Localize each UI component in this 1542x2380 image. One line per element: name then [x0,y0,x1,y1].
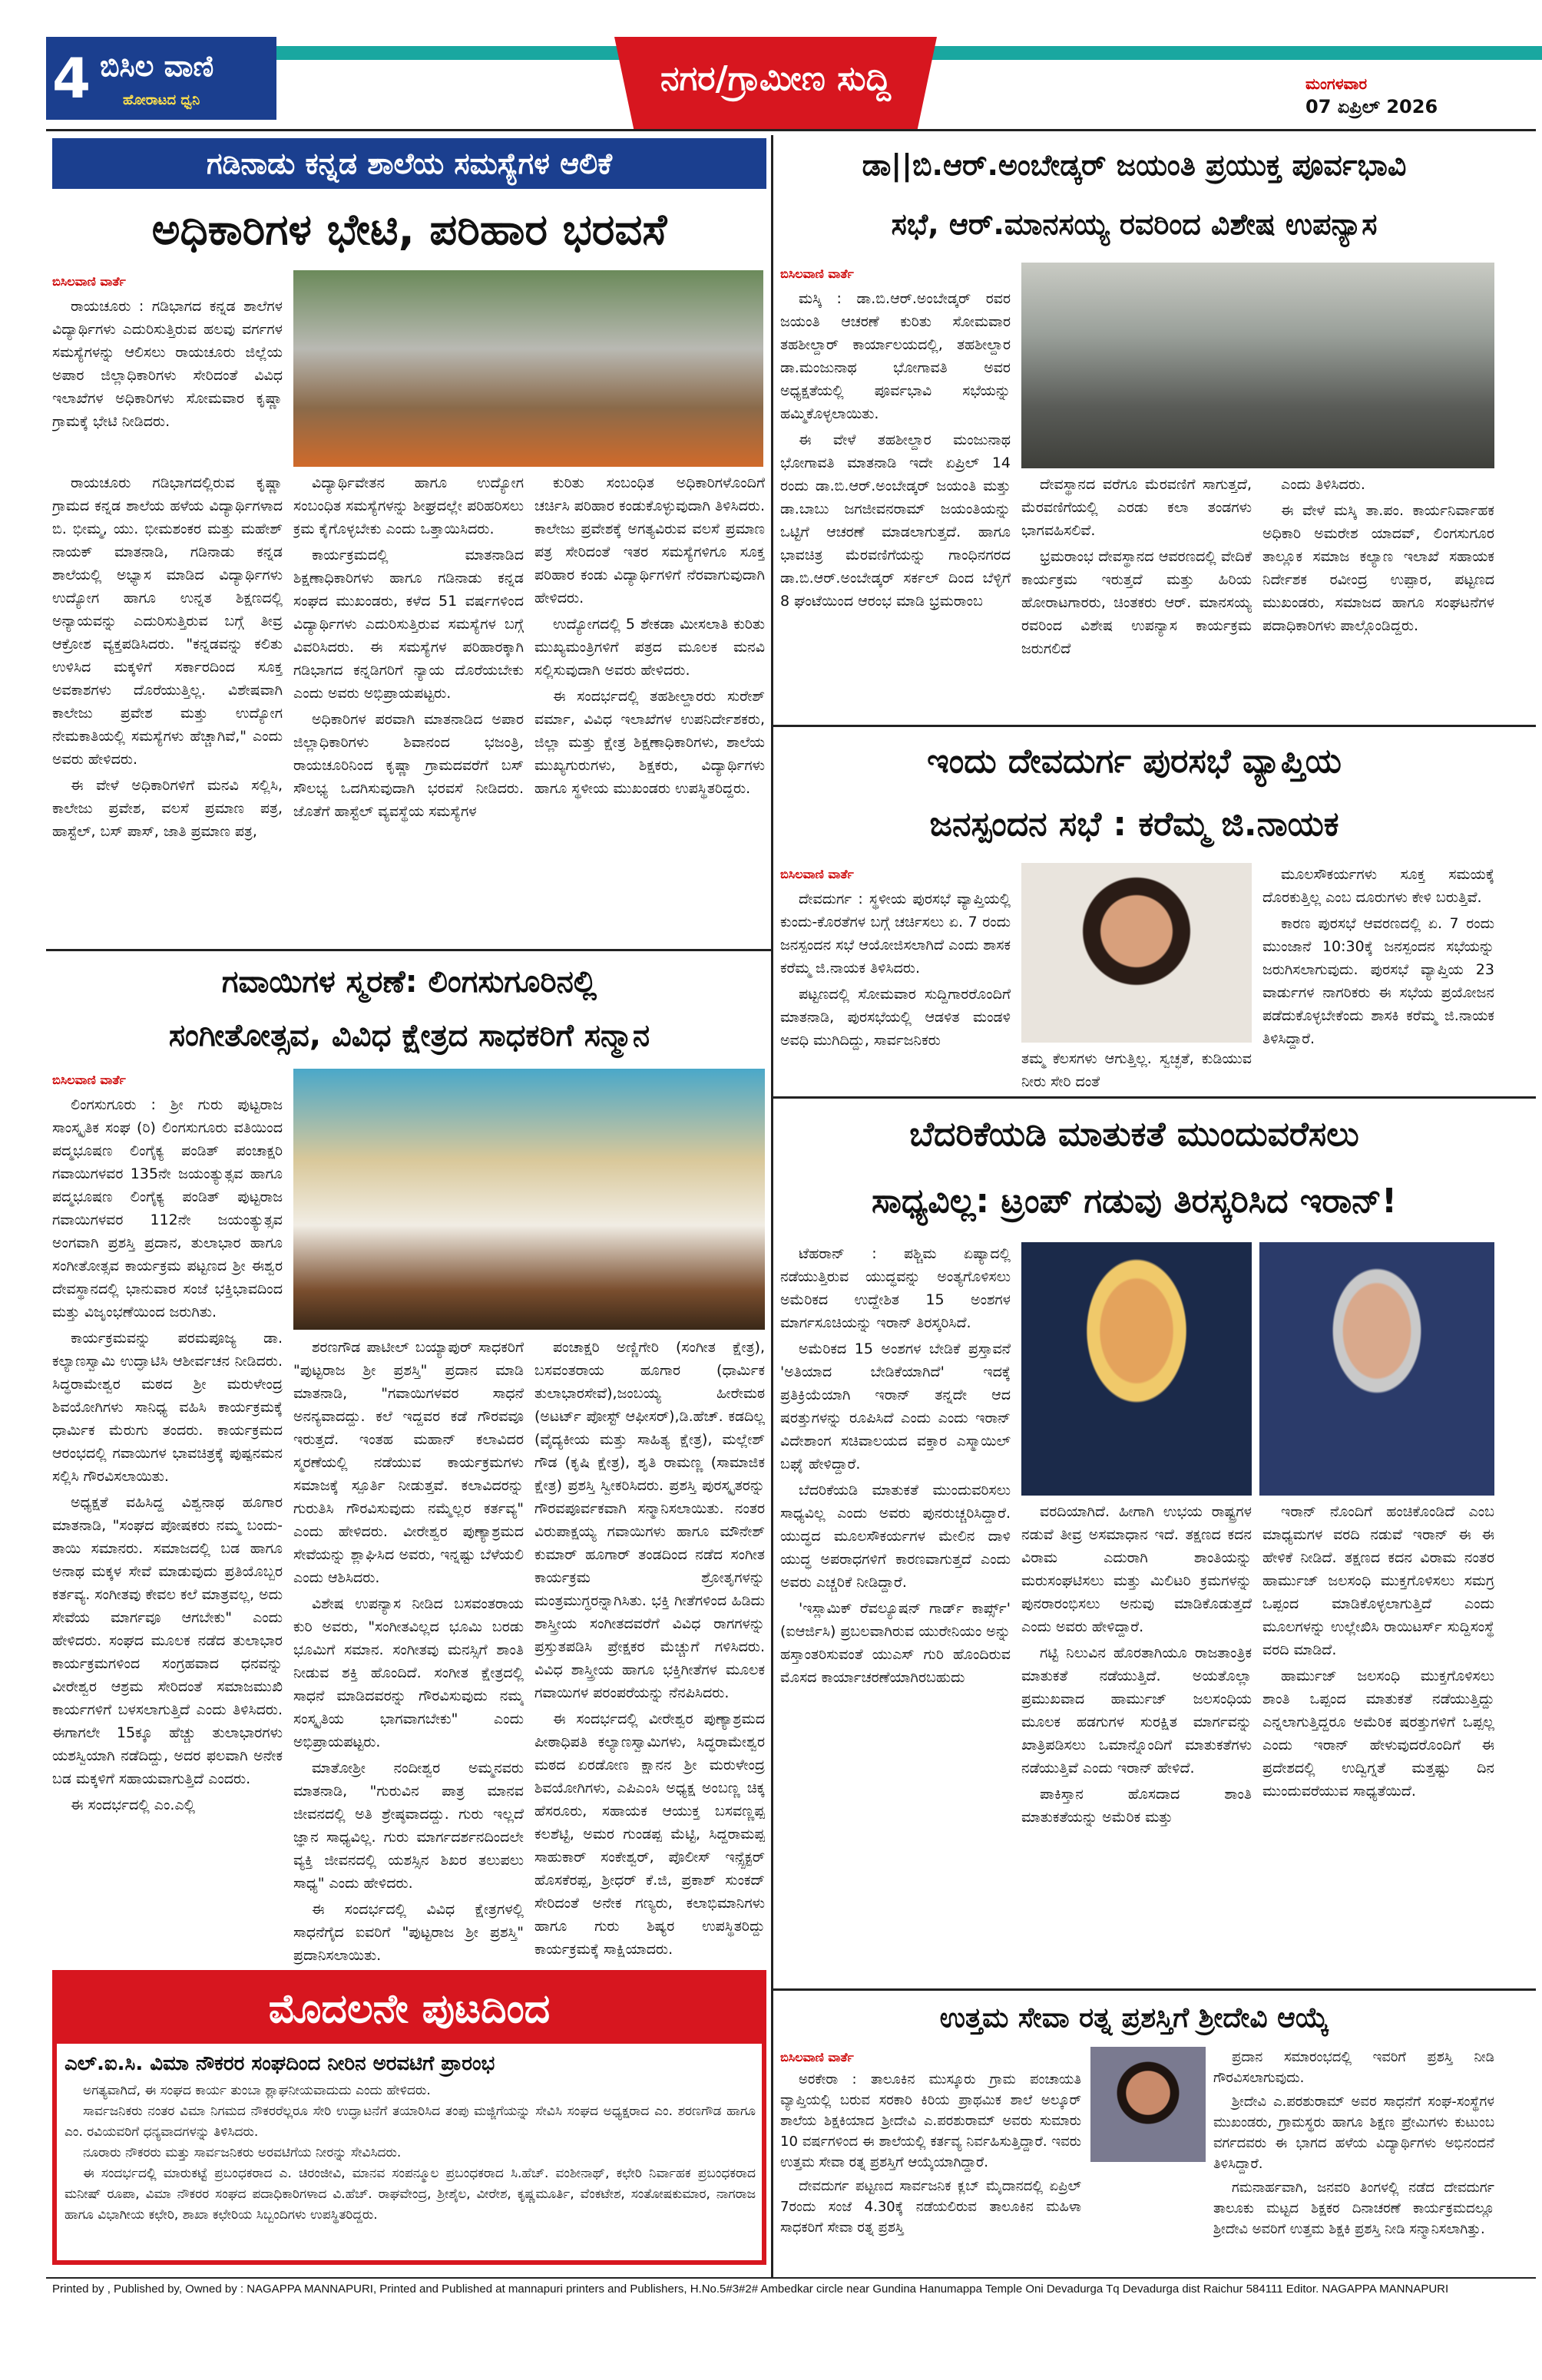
masthead-rule [46,129,1536,131]
article4-headline-line2: ಸಂಗೀತೋತ್ಸವ, ವಿವಿಧ ಕ್ಷೇತ್ರದ ಸಾಧಕರಿಗೆ ಸನ್ಮಾನ [168,1018,650,1053]
article6-portrait [1090,2047,1206,2162]
article5-col1 [780,1242,1011,1987]
article3-col2 [1262,863,1494,1096]
article1-paragraph: ರಾಯಚೂರು : ಗಡಿಭಾಗದ ಕನ್ನಡ ಶಾಲೆಗಳ ವಿದ್ಯಾರ್ಥಿಗಳು ಎದುರಿಸುತ್ತಿರುವ ಹಲವು ವರ್ಗಗಳ ಸಮಸ್ಯೆಗಳನ್ನು ಆಲಿಸಲು ರಾಯಚೂರು ಜಿಲ್ಲೆಯ ಅಪಾರ ಜಿಲ್ಲಾಧಿಕಾರಿಗಳು ಸೇರಿದಂತೆ ವಿವಿಧ ಇಲಾಖೆಗಳ ಅಧಿಕಾರಿಗಳು ಸೋಮವಾರ ಕೃಷ್ಣಾ ಗ್ರಾಮಕ್ಕೆ ಭೇಟಿ ನೀಡಿದರು. [52,298,283,430]
article5-paragraph: ಗಟ್ಟಿ ನಿಲುವಿನ ಹೊರತಾಗಿಯೂ ರಾಜತಾಂತ್ರಿಕ ಮಾತುಕತೆ ನಡೆಯುತ್ತಿದೆ. ಅಯತೊಲ್ಲಾ ಪ್ರಮುಖವಾದ ಹಾರ್ಮುಜ್ ಜಲಸಂಧಿಯ ಮೂಲಕ ಹಡಗುಗಳ ಸುರಕ್ಷಿತ ಮಾರ್ಗವನ್ನು ಖಾತ್ರಿಪಡಿಸಲು ಒಮಾನ್ನೊಂದಿಗೆ ಮಾತುಕತೆಗಳು ನಡೆಯುತ್ತಿವೆ ಎಂದು ಇರಾನ್ ಹೇಳಿದೆ. [1021,1645,1252,1777]
article6-col2 [1213,2047,1494,2266]
article1-paragraph: ಅಧಿಕಾರಿಗಳ ಪರವಾಗಿ ಮಾತನಾಡಿದ ಅಪಾರ ಜಿಲ್ಲಾಧಿಕಾರಿಗಳು ಶಿವಾನಂದ ಭಜಂತ್ರಿ, ರಾಯಚೂರಿನಿಂದ ಕೃಷ್ಣಾ ಗ್ರಾಮದವರೆಗೆ ಬಸ್ ಸೌಲಭ್ಯ ಒದಗಿಸುವುದಾಗಿ ಭರವಸೆ ನೀಡಿದರು. ಜೊತೆಗೆ ಹಾಸ್ಟೆಲ್ ವ್ಯವಸ್ಥೆಯ ಸಮಸ್ಯೆಗಳ [293,711,524,820]
front-page-box-paragraph: ಸಾರ್ವಜನಿಕರು ನಂತರ ವಿಮಾ ನಿಗಮದ ನೌಕರರೆಲ್ಲರೂ ಸೇರಿ ಉದ್ಘಾಟನೆಗೆ ತಯಾರಿಸಿದ ತಂಪು ಮಜ್ಜಿಗೆಯನ್ನು ಸೇವಿಸಿ ಸಂಘದ ಅಧ್ಯಕ್ಷರಾದ ಎಂ. ಶರಣಗೌಡ ಹಾಗೂ ಎಂ. ರವಿಯವರಿಗೆ ಧನ್ಯವಾದಗಳನ್ನು ತಿಳಿಸಿದರು. [65,2104,756,2140]
paper-name: ಬಿಸಿಲ ವಾಣಿ [100,49,214,83]
day-label: ಮಂಗಳವಾರ [1305,74,1368,93]
article1-photo [293,270,763,467]
article3-col1 [780,863,1011,1096]
article1-paragraph: ವಿದ್ಯಾರ್ಥಿವೇತನ ಹಾಗೂ ಉದ್ಯೋಗ ಸಂಬಂಧಿತ ಸಮಸ್ಯೆಗಳನ್ನು ಶೀಘ್ರದಲ್ಲೇ ಪರಿಹರಿಸಲು ಕ್ರಮ ಕೈಗೊಳ್ಳಬೇಕು ಎಂದು ಒತ್ತಾಯಿಸಿದರು. [293,474,524,537]
article5-paragraph: 'ಇಸ್ಲಾಮಿಕ್ ರೆವಲ್ಯೂಷನ್ ಗಾರ್ಡ್ ಕಾರ್ಪ್ಸ್' (ಐಆರ್ಜಿಸಿ) ಪ್ರಬಲವಾಗಿರುವ ಯುರೇನಿಯಂ ಅನ್ನು ಹಸ್ತಾಂತರಿಸುವಂತೆ ಯುಎಸ್ ಗುರಿ ಹೊಂದಿರುವ ಮೊಸದ ಕಾರ್ಯಾಚರಣೆಯಾಗಿರಬಹುದು [780,1600,1011,1686]
article3-paragraph: ಕಾರಣ ಪುರಸಭೆ ಆವರಣದಲ್ಲಿ ಏ. 7 ರಂದು ಮುಂಜಾನೆ 10:30ಕ್ಕೆ ಜನಸ್ಪಂದನ ಸಭೆಯನ್ನು ಜರುಗಿಸಲಾಗುವುದು. ಪುರಸಭೆ ವ್ಯಾಪ್ತಿಯ 23 ವಾರ್ಡುಗಳ ನಾಗರಿಕರು ಈ ಸಭೆಯ ಪ್ರಯೋಜನ ಪಡೆದುಕೊಳ್ಳಬೇಕೆಂದು ಶಾಸಕಿ ಕರೆಮ್ಮ ಜಿ.ನಾಯಕ ತಿಳಿಸಿದ್ದಾರೆ. [1262,915,1494,1047]
article2-headline-line1: ಡಾ||ಬಿ.ಆರ್.ಅಂಬೇಡ್ಕರ್ ಜಯಂತಿ ಪ್ರಯುಕ್ತ ಪೂರ್ವಭಾವಿ [862,148,1407,182]
article6-col1 [780,2047,1081,2266]
article5-paragraph: ಅಮೆರಿಕದ 15 ಅಂಶಗಳ ಬೇಡಿಕೆ ಪ್ರಸ್ತಾವನೆ 'ಅತಿಯಾದ ಬೇಡಿಕೆಯಾಗಿದೆ' ಇದಕ್ಕೆ ಪ್ರತಿಕ್ರಿಯೆಯಾಗಿ ಇರಾನ್ ತನ್ನದೇ ಆದ ಷರತ್ತುಗಳನ್ನು ರೂಪಿಸಿದೆ ಎಂದು ಎಂದು ಇರಾನ್ ವಿದೇಶಾಂಗ ಸಚಿವಾಲಯದ ವಕ್ತಾರ ಎಸ್ಮಾಯಿಲ್ ಬಘೈ ಹೇಳಿದ್ದಾರೆ. [780,1340,1011,1473]
article5-col3 [1262,1500,1494,1987]
article4-paragraph: ಲಿಂಗಸುಗೂರು : ಶ್ರೀ ಗುರು ಪುಟ್ಟರಾಜ ಸಾಂಸ್ಕೃತಿಕ ಸಂಘ (ರಿ) ಲಿಂಗಸುಗೂರು ವತಿಯಿಂದ ಪದ್ಮಭೂಷಣ ಲಿಂಗೈಕ್ಯ ಪಂಡಿತ್ ಪಂಚಾಕ್ಷರಿ ಗವಾಯಿಗಳವರ 135ನೇ ಜಯಂತ್ಯುತ್ಸವ ಹಾಗೂ ಪದ್ಮಭೂಷಣ ಲಿಂಗೈಕ್ಯ ಪಂಡಿತ್ ಪುಟ್ಟರಾಜ ಗವಾಯಿಗಳವರ 112ನೇ ಜಯಂತ್ಯುತ್ಸವ ಅಂಗವಾಗಿ ಪ್ರಶಸ್ತಿ ಪ್ರದಾನ, ತುಲಾಭಾರ ಹಾಗೂ ಸಂಗೀತೋತ್ಸವ ಕಾರ್ಯಕ್ರಮ ಪಟ್ಟಣದ ಶ್ರೀ ಈಶ್ವರ ದೇವಸ್ಥಾನದಲ್ಲಿ ಭಾನುವಾರ ಸಂಜೆ ಭಕ್ತಿಭಾವದಿಂದ ಮತ್ತು ವಿಜೃಂಭಣೆಯಿಂದ ಜರುಗಿತು. [52,1096,283,1321]
article2-col1 [780,263,1011,725]
article2-headline-line2: ಸಭೆ, ಆರ್.ಮಾನಸಯ್ಯ ರವರಿಂದ ವಿಶೇಷ ಉಪನ್ಯಾಸ [891,207,1378,241]
article6-paragraph: ಅರಕೇರಾ : ತಾಲೂಕಿನ ಮುಸ್ಕೂರು ಗ್ರಾಮ ಪಂಚಾಯತಿ ವ್ಯಾಪ್ತಿಯಲ್ಲಿ ಬರುವ ಸರಕಾರಿ ಕಿರಿಯ ಪ್ರಾಥಮಿಕ ಶಾಲೆ ಅಲ್ಕೂರ್ ಶಾಲೆಯ ಶಿಕ್ಷಕಿಯಾದ ಶ್ರೀದೇವಿ ಎ.ಪರಶುರಾಮ್ ಅವರು ಸುಮಾರು 10 ವರ್ಷಗಳಿಂದ ಈ ಶಾಲೆಯಲ್ಲಿ ಕರ್ತವ್ಯ ನಿರ್ವಹಿಸುತ್ತಿದ್ದಾರೆ. ಇವರು ಉತ್ತಮ ಸೇವಾ ರತ್ನ ಪ್ರಶಸ್ತಿಗೆ ಆಯ್ಕೆಯಾಗಿದ್ದಾರೆ. [780,2071,1081,2170]
article1-paragraph: ಕುರಿತು ಸಂಬಂಧಿತ ಅಧಿಕಾರಿಗಳೊಂದಿಗೆ ಚರ್ಚಿಸಿ ಪರಿಹಾರ ಕಂಡುಕೊಳ್ಳುವುದಾಗಿ ತಿಳಿಸಿದರು. ಕಾಲೇಜು ಪ್ರವೇಶಕ್ಕೆ ಅಗತ್ಯವಿರುವ ವಲಸೆ ಪ್ರಮಾಣ ಪತ್ರ ಸೇರಿದಂತೆ ಇತರ ಸಮಸ್ಯೆಗಳಿಗೂ ಸೂಕ್ತ ಪರಿಹಾರ ಕಂಡು ವಿದ್ಯಾರ್ಥಿಗಳಿಗೆ ನೆರವಾಗುವುದಾಗಿ ಹೇಳಿದರು. [534,474,765,607]
article5-paragraph: ಬೆದರಿಕೆಯಡಿ ಮಾತುಕತೆ ಮುಂದುವರಿಸಲು ಸಾಧ್ಯವಿಲ್ಲ ಎಂದು ಅವರು ಪುನರುಚ್ಚರಿಸಿದ್ದಾರೆ. ಯುದ್ಧದ ಮೂಲಸೌಕರ್ಯಗಳ ಮೇಲಿನ ದಾಳಿ ಯುದ್ಧ ಅಪರಾಧಗಳಿಗೆ ಕಾರಣವಾಗುತ್ತದೆ ಎಂದು ಅವರು ಎಚ್ಚರಿಕೆ ನೀಡಿದ್ದಾರೆ. [780,1482,1011,1591]
article1-paragraph: ಉದ್ಯೋಗದಲ್ಲಿ 5 ಶೇಕಡಾ ಮೀಸಲಾತಿ ಕುರಿತು ಮುಖ್ಯಮಂತ್ರಿಗಳಿಗೆ ಪತ್ರದ ಮೂಲಕ ಮನವಿ ಸಲ್ಲಿಸುವುದಾಗಿ ಅವರು ಹೇಳಿದರು. [534,616,765,679]
article1-col1-top [52,270,283,462]
article5-photo-right [1259,1242,1494,1496]
front-page-box-paragraph: ನೂರಾರು ನೌಕರರು ಮತ್ತು ಸಾರ್ವಜನಿಕರು ಅರವಟಿಗೆಯ ನೀರನ್ನು ಸೇವಿಸಿದರು. [83,2145,402,2160]
article4-paragraph: ವಿಶೇಷ ಉಪನ್ಯಾಸ ನೀಡಿದ ಬಸವಂತರಾಯ ಕುರಿ ಅವರು, "ಸಂಗೀತವಿಲ್ಲದ ಭೂಮಿ ಬರಡು ಭೂಮಿಗೆ ಸಮಾನ. ಸಂಗೀತವು ಮನಸ್ಸಿಗೆ ಶಾಂತಿ ನೀಡುವ ಶಕ್ತಿ ಹೊಂದಿದೆ. ಸಂಗೀತ ಕ್ಷೇತ್ರದಲ್ಲಿ ಸಾಧನೆ ಮಾಡಿದವರನ್ನು ಗೌರವಿಸುವುದು ನಮ್ಮ ಸಂಸ್ಕೃತಿಯ ಭಾಗವಾಗಬೇಕು" ಎಂದು ಅಭಿಪ್ರಾಯಪಟ್ಟರು. [293,1595,524,1750]
article4-photo [293,1069,765,1330]
article3-dateline: ಬಿಸಿಲವಾಣಿ ವಾರ್ತೆ [780,867,854,881]
front-page-box-title: ಮೊದಲನೇ ಪುಟದಿಂದ [268,1986,551,2032]
footer-rule [46,2277,1536,2279]
article1-col1 [52,471,283,947]
article2-paragraph: ಭ್ರಮರಾಂಭ ದೇವಸ್ಥಾನದ ಆವರಣದಲ್ಲಿ ವೇದಿಕೆ ಕಾರ್ಯಕ್ರಮ ಇರುತ್ತದೆ ಮತ್ತು ಹಿರಿಯ ಹೋರಾಟಗಾರರು, ಚಿಂತಕರು ಆರ್. ಮಾನಸಯ್ಯ ರವರಿಂದ ವಿಶೇಷ ಉಪನ್ಯಾಸ ಕಾರ್ಯಕ್ರಮ ಜರುಗಲಿದೆ [1021,548,1252,657]
article2-paragraph: ಮಸ್ಕಿ : ಡಾ.ಬಿ.ಆರ್.ಅಂಬೇಡ್ಕರ್ ರವರ ಜಯಂತಿ ಆಚರಣೆ ಕುರಿತು ಸೋಮವಾರ ತಹಶೀಲ್ದಾರ್ ಕಾರ್ಯಾಲಯದಲ್ಲಿ, ತಹಶೀಲ್ದಾರ ಡಾ.ಮಂಜುನಾಥ ಭೋಗಾವತಿ ಅವರ ಅಧ್ಯಕ್ಷತೆಯಲ್ಲಿ ಪೂರ್ವಭಾವಿ ಸಭೆಯನ್ನು ಹಮ್ಮಿಕೊಳ್ಳಲಾಯಿತು. [780,290,1011,422]
section-rule [771,1096,1536,1099]
article1-col3 [534,471,765,947]
article4-paragraph: ಅಧ್ಯಕ್ಷತೆ ವಹಿಸಿದ್ದ ವಿಶ್ವನಾಥ ಹೂಗಾರ ಮಾತನಾಡಿ, "ಸಂಘದ ಪೋಷಕರು ನಮ್ಮ ಬಂದು-ತಾಯಿ ಸಮಾನರು. ಸಮಾಜದಲ್ಲಿ ಬಡ ಹಾಗೂ ಅನಾಥ ಮಕ್ಕಳ ಸೇವೆ ಮಾಡುವುದು ಪ್ರತಿಯೊಬ್ಬರ ಕರ್ತವ್ಯ. ಸಂಗೀತವು ಕೇವಲ ಕಲೆ ಮಾತ್ರವಲ್ಲ, ಅದು ಸೇವೆಯ ಮಾರ್ಗವೂ ಆಗಬೇಕು" ಎಂದು ಹೇಳಿದರು. ಸಂಘದ ಮೂಲಕ ನಡೆದ ತುಲಾಭಾರ ಕಾರ್ಯಕ್ರಮಗಳಿಂದ ಸಂಗ್ರಹವಾದ ಧನವನ್ನು ವೀರೇಶ್ವರ ಆಶ್ರಮ ಸೇರಿದಂತೆ ಸಮಾಜಮುಖಿ ಕಾರ್ಯಗಳಿಗೆ ಬಳಸಲಾಗುತ್ತಿದೆ ಎಂದು ತಿಳಿಸಿದರು. ಈಗಾಗಲೇ 15ಕ್ಕೂ ಹೆಚ್ಚು ತುಲಾಭಾರಗಳು ಯಶಸ್ವಿಯಾಗಿ ನಡೆದಿದ್ದು, ಅದರ ಫಲವಾಗಿ ಅನೇಕ ಬಡ ಮಕ್ಕಳಿಗೆ ಸಹಾಯವಾಗುತ್ತಿದೆ ಎಂದರು. [52,1494,283,1787]
article4-paragraph: ಪಂಚಾಕ್ಷರಿ ಅಣ್ಣಿಗೇರಿ (ಸಂಗೀತ ಕ್ಷೇತ್ರ), ಬಸವಂತರಾಯ ಹೂಗಾರ (ಧಾರ್ಮಿಕ ತುಲಾಭಾರಸೇವೆ),ಜಂಬಯ್ಯ ಹೀರೇಮಠ (ಅಟರ್ಟ್ ಪೋಸ್ಟ್ ಆಫೀಸರ್),ಡಿ.ಹೆಚ್. ಕಡದಿಲ್ಲ (ವೈದ್ಯಕೀಯ ಮತ್ತು ಸಾಹಿತ್ಯ ಕ್ಷೇತ್ರ), ಮಲ್ಲೇಶ್ ಗೌಡ (ಕೃಷಿ ಕ್ಷೇತ್ರ), ಶೃತಿ ರಾಮಣ್ಣ (ಸಾಮಾಜಿಕ ಕ್ಷೇತ್ರ) ಪ್ರಶಸ್ತಿ ಸ್ವೀಕರಿಸಿದರು. ಪ್ರಶಸ್ತಿ ಪುರಸ್ಕೃತರನ್ನು ಗೌರವಪೂರ್ವಕವಾಗಿ ಸನ್ಮಾನಿಸಲಾಯಿತು. ನಂತರ ವಿರುಪಾಕ್ಷಯ್ಯ ಗವಾಯಿಗಳು ಹಾಗೂ ಮೌನೇಶ್ ಕುಮಾರ್ ಹೂಗಾರ್ ತಂಡದಿಂದ ನಡೆದ ಸಂಗೀತ ಕಾರ್ಯಕ್ರಮ ಶ್ರೋತೃಗಳನ್ನು ಮಂತ್ರಮುಗ್ಧರನ್ನಾಗಿಸಿತು. ಭಕ್ತಿ ಗೀತೆಗಳಿಂದ ಹಿಡಿದು ಶಾಸ್ತ್ರೀಯ ಸಂಗೀತದವರೆಗೆ ವಿವಿಧ ರಾಗಗಳನ್ನು ಪ್ರಸ್ತುತಪಡಿಸಿ ಪ್ರೇಕ್ಷಕರ ಮೆಚ್ಚುಗೆ ಗಳಿಸಿದರು. ವಿವಿಧ ಶಾಸ್ತ್ರೀಯ ಹಾಗೂ ಭಕ್ತಿಗೀತೆಗಳ ಮೂಲಕ ಗವಾಯಿಗಳ ಪರಂಪರೆಯನ್ನು ನೆನಪಿಸಿದರು. [534,1339,765,1701]
article3-paragraph: ದೇವದುರ್ಗ : ಸ್ಥಳೀಯ ಪುರಸಭೆ ವ್ಯಾಪ್ತಿಯಲ್ಲಿ ಕುಂದು-ಕೊರತೆಗಳ ಬಗ್ಗೆ ಚರ್ಚಿಸಲು ಏ. 7 ರಂದು ಜನಸ್ಪಂದನ ಸಭೆ ಆಯೋಜಿಸಲಾಗಿದೆ ಎಂದು ಶಾಸಕ ಕರೆಮ್ಮ ಜಿ.ನಾಯಕ ತಿಳಿಸಿದರು. [780,891,1011,977]
article5-headline-line1: ಬೆದರಿಕೆಯಡಿ ಮಾತುಕತೆ ಮುಂದುವರೆಸಲು [909,1115,1359,1154]
article6-headline: ಉತ್ತಮ ಸೇವಾ ರತ್ನ ಪ್ರಶಸ್ತಿಗೆ ಶ್ರೀದೇವಿ ಆಯ್ಕೆ [939,2002,1329,2034]
article3-paragraph: ಮೂಲಸೌಕರ್ಯಗಳು ಸೂಕ್ತ ಸಮಯಕ್ಕೆ ದೊರಕುತ್ತಿಲ್ಲ ಎಂಬ ದೂರುಗಳು ಕೇಳಿ ಬರುತ್ತಿವೆ. [1262,866,1494,906]
article5-photo-left [1021,1242,1252,1496]
article2-paragraph: ಈ ವೇಳೆ ಮಸ್ಕಿ ತಾ.ಪಂ. ಕಾರ್ಯನಿರ್ವಾಹಕ ಅಧಿಕಾರಿ ಅಮರೇಶ ಯಾದವ್, ಲಿಂಗಸುಗೂರ ತಾಲ್ಲೂಕ ಸಮಾಜ ಕಲ್ಯಾಣ ಇಲಾಖೆ ಸಹಾಯಕ ನಿರ್ದೇಶಕ ರವೀಂದ್ರ ಉಪ್ಪಾರ, ಪಟ್ಟಣದ ಮುಖಂಡರು, ಸಮಾಜದ ಹಾಗೂ ಸಂಘಟನೆಗಳ ಪದಾಧಿಕಾರಿಗಳು ಪಾಲ್ಗೊಂಡಿದ್ದರು. [1262,502,1494,634]
date-label: 07 ಏಪ್ರಿಲ್ 2026 [1305,96,1438,117]
article5-paragraph: ಟೆಹರಾನ್ : ಪಶ್ಚಿಮ ಏಷ್ಯಾದಲ್ಲಿ ನಡೆಯುತ್ತಿರುವ ಯುದ್ಧವನ್ನು ಅಂತ್ಯಗೊಳಿಸಲು ಅಮೆರಿಕದ ಉದ್ದೇಶಿತ 15 ಅಂಶಗಳ ಮಾರ್ಗಸೂಚಿಯನ್ನು ಇರಾನ್ ತಿರಸ್ಕರಿಸಿದೆ. [780,1245,1011,1331]
footer-imprint: Printed by , Published by, Owned by : NAGAPPA MANNAPURI, Printed and Published at mannapuri printers and Publishers, H.No.5#3#2# Ambedkar circle near Gundina Hanumappa Temple Oni Devadurga Tq Devadurga dist Raichur 584111 Editor. NAGAPPA MANNAPURI [52,2282,1449,2296]
article1-paragraph: ರಾಯಚೂರು ಗಡಿಭಾಗದಲ್ಲಿರುವ ಕೃಷ್ಣಾ ಗ್ರಾಮದ ಕನ್ನಡ ಶಾಲೆಯ ಹಳೆಯ ವಿದ್ಯಾರ್ಥಿಗಳಾದ ಬಿ. ಭೀಮ್ಮ, ಯು. ಭೀಮಶಂಕರ ಮತ್ತು ಮಹೇಶ್ ನಾಯಕ್ ಮಾತನಾಡಿ, ಗಡಿನಾಡು ಕನ್ನಡ ಶಾಲೆಯಲ್ಲಿ ಅಭ್ಯಾಸ ಮಾಡಿದ ವಿದ್ಯಾರ್ಥಿಗಳು ಉದ್ಯೋಗ ಹಾಗೂ ಉನ್ನತ ಶಿಕ್ಷಣದಲ್ಲಿ ಅನ್ಯಾಯವನ್ನು ಎದುರಿಸುತ್ತಿರುವ ಬಗ್ಗೆ ತೀವ್ರ ಆಕ್ರೋಶ ವ್ಯಕ್ತಪಡಿಸಿದರು. "ಕನ್ನಡವನ್ನು ಕಲಿತು ಉಳಿಸಿದ ಮಕ್ಕಳಿಗೆ ಸರ್ಕಾರದಿಂದ ಸೂಕ್ತ ಅವಕಾಶಗಳು ದೊರೆಯುತ್ತಿಲ್ಲ. ವಿಶೇಷವಾಗಿ ಕಾಲೇಜು ಪ್ರವೇಶ ಮತ್ತು ಉದ್ಯೋಗ ನೇಮಕಾತಿಯಲ್ಲಿ ಸಮಸ್ಯೆಗಳು ಹೆಚ್ಚಾಗಿವೆ," ಎಂದು ಅವರು ಹೇಳಿದರು. [52,474,283,768]
masthead [0,0,1542,131]
front-page-box-paragraph: ಅಗತ್ಯವಾಗಿದೆ, ಈ ಸಂಘದ ಕಾರ್ಯ ತುಂಬಾ ಶ್ಲಾಘನೀಯವಾದುದು ಎಂದು ಹೇಳಿದರು. [83,2083,431,2098]
article5-paragraph: ವರದಿಯಾಗಿದೆ. ಹೀಗಾಗಿ ಉಭಯ ರಾಷ್ಟ್ರಗಳ ನಡುವೆ ತೀವ್ರ ಅಸಮಾಧಾನ ಇದೆ. ತಕ್ಷಣದ ಕದನ ವಿರಾಮ ಎದುರಾಗಿ ಶಾಂತಿಯನ್ನು ಮರುಸಂಘಟಿಸಲು ಮತ್ತು ಮಿಲಿಟರಿ ಕ್ರಮಗಳನ್ನು ಪುನರಾರಂಭಿಸಲು ಅನುವು ಮಾಡಿಕೊಡುತ್ತದೆ ಎಂದು ಅವರು ಹೇಳಿದ್ದಾರೆ. [1021,1503,1252,1635]
front-page-box-body [65,2081,756,2259]
article6-paragraph: ಗಮನಾರ್ಹವಾಗಿ, ಜನವರಿ ತಿಂಗಳಲ್ಲಿ ನಡೆದ ದೇವದುರ್ಗ ತಾಲೂಕು ಮಟ್ಟದ ಶಿಕ್ಷಕರ ದಿನಾಚರಣೆ ಕಾರ್ಯಕ್ರಮದಲ್ಲೂ ಶ್ರೀದೇವಿ ಅವರಿಗೆ ಉತ್ತಮ ಶಿಕ್ಷಕಿ ಪ್ರಶಸ್ತಿ ನೀಡಿ ಸನ್ಮಾನಿಸಲಾಗಿತ್ತು. [1213,2180,1494,2237]
article1-col2 [293,471,524,947]
article1-paragraph: ಕಾರ್ಯಕ್ರಮದಲ್ಲಿ ಮಾತನಾಡಿದ ಶಿಕ್ಷಣಾಧಿಕಾರಿಗಳು ಹಾಗೂ ಗಡಿನಾಡು ಕನ್ನಡ ಸಂಘದ ಮುಖಂಡರು, ಕಳೆದ 51 ವರ್ಷಗಳಿಂದ ವಿದ್ಯಾರ್ಥಿಗಳು ಎದುರಿಸುತ್ತಿರುವ ಸಮಸ್ಯೆಗಳ ಬಗ್ಗೆ ವಿವರಿಸಿದರು. ಈ ಸಮಸ್ಯೆಗಳ ಪರಿಹಾರಕ್ಕಾಗಿ ಗಡಿಭಾಗದ ಕನ್ನಡಿಗರಿಗೆ ನ್ಯಾಯ ದೊರೆಯಬೇಕು ಎಂದು ಅವರು ಅಭಿಪ್ರಾಯಪಟ್ಟರು. [293,547,524,702]
article6-paragraph: ಪ್ರದಾನ ಸಮಾರಂಭದಲ್ಲಿ ಇವರಿಗೆ ಪ್ರಶಸ್ತಿ ನೀಡಿ ಗೌರವಿಸಲಾಗುವುದು. [1213,2049,1494,2086]
article2-paragraph: ಎಂದು ತಿಳಿಸಿದರು. [1281,476,1365,493]
section-rule [46,949,771,951]
article1-paragraph: ಈ ಸಂದರ್ಭದಲ್ಲಿ ತಹಶೀಲ್ದಾರರು ಸುರೇಶ್ ವರ್ಮಾ, ವಿವಿಧ ಇಲಾಖೆಗಳ ಉಪನಿರ್ದೇಶಕರು, ಜಿಲ್ಲಾ ಮತ್ತು ಕ್ಷೇತ್ರ ಶಿಕ್ಷಣಾಧಿಕಾರಿಗಳು, ಶಾಲೆಯ ಮುಖ್ಯಗುರುಗಳು, ಶಿಕ್ಷಕರು, ವಿದ್ಯಾರ್ಥಿಗಳು ಹಾಗೂ ಸ್ಥಳೀಯ ಮುಖಂಡರು ಉಪಸ್ಥಿತರಿದ್ದರು. [534,688,765,797]
article4-headline-line1: ಗವಾಯಿಗಳ ಸ್ಮರಣೆ: ಲಿಂಗಸುಗೂರಿನಲ್ಲಿ [221,964,597,1000]
article2-photo [1021,263,1494,468]
article2-col2 [1021,473,1252,725]
article3-paragraph: ತಮ್ಮ ಕೆಲಸಗಳು ಆಗುತ್ತಿಲ್ಲ. ಸ್ವಚ್ಛತೆ, ಕುಡಿಯುವ ನೀರು ಸೇರಿ ದಂತೆ [1021,1050,1252,1090]
article4-paragraph: ಈ ಸಂದರ್ಭದಲ್ಲಿ ಎಂ.ಎಲ್ಲಿ [71,1797,196,1813]
article3-paragraph: ಪಟ್ಟಣದಲ್ಲಿ ಸೋಮವಾರ ಸುದ್ದಿಗಾರರೊಂದಿಗೆ ಮಾತನಾಡಿ, ಪುರಸಭೆಯಲ್ಲಿ ಆಡಳಿತ ಮಂಡಳಿ ಅವಧಿ ಮುಗಿದಿದ್ದು, ಸಾರ್ವಜನಿಕರು [780,986,1011,1049]
article3-portrait [1021,863,1252,1043]
article6-dateline: ಬಿಸಿಲವಾಣಿ ವಾರ್ತೆ [780,2050,854,2064]
article2-col3 [1262,473,1494,725]
front-page-box-paragraph: ಈ ಸಂದರ್ಭದಲ್ಲಿ ಮಾರುಕಟ್ಟೆ ಪ್ರಬಂಧಕರಾದ ಎ. ಚಿರಂಜೀವಿ, ಮಾನವ ಸಂಪನ್ಮೂಲ ಪ್ರಬಂಧಕರಾದ ಸಿ.ಹೆಚ್. ವಂಶೀನಾಥ್, ಕಛೇರಿ ನಿರ್ವಾಹಕ ಪ್ರಬಂಧಕರಾದ ಮನೀಷ್ ರೂಪಾ, ವಿಮಾ ನೌಕರರ ಸಂಘದ ಪದಾಧಿಕಾರಿಗಳಾದ ವಿ.ಹೆಚ್. ರಾಘವೇಂದ್ರ, ಶ್ರೀಶೈಲ, ವೀರೇಶ, ಕೃಷ್ಣಮೂರ್ತಿ, ವೆಂಕಟೇಶ, ಸಂತೋಷಕುಮಾರ, ನಾಗರಾಜ ಹಾಗೂ ವಿಭಾಗೀಯ ಕಛೇರಿ, ಶಾಖಾ ಕಛೇರಿಯ ಸಿಬ್ಬಂದಿಗಳು ಉಪಸ್ಥಿತರಿದ್ದರು. [65,2166,756,2223]
article4-paragraph: ಶರಣಗೌಡ ಪಾಟೀಲ್ ಬಯ್ಯಾಪುರ್ ಸಾಧಕರಿಗೆ "ಪುಟ್ಟರಾಜ ಶ್ರೀ ಪ್ರಶಸ್ತಿ" ಪ್ರದಾನ ಮಾಡಿ ಮಾತನಾಡಿ, "ಗವಾಯಿಗಳವರ ಸಾಧನೆ ಅನನ್ಯವಾದದ್ದು. ಕಲೆ ಇದ್ದವರ ಕಡೆ ಗೌರವವೂ ಇರುತ್ತದೆ. ಇಂತಹ ಮಹಾನ್ ಕಲಾವಿದರ ಸ್ಮರಣೆಯಲ್ಲಿ ನಡೆಯುವ ಕಾರ್ಯಕ್ರಮಗಳು ಸಮಾಜಕ್ಕೆ ಸ್ಪೂರ್ತಿ ನೀಡುತ್ತವೆ. ಕಲಾವಿದರನ್ನು ಗುರುತಿಸಿ ಗೌರವಿಸುವುದು ನಮ್ಮೆಲ್ಲರ ಕರ್ತವ್ಯ" ಎಂದು ಹೇಳಿದರು. ವೀರೇಶ್ವರ ಪುಣ್ಯಾಶ್ರಮದ ಸೇವೆಯನ್ನು ಶ್ಲಾಘಿಸಿದ ಅವರು, ಇನ್ನಷ್ಟು ಬೆಳೆಯಲಿ ಎಂದು ಆಶಿಸಿದರು. [293,1339,524,1586]
article4-dateline: ಬಿಸಿಲವಾಣಿ ವಾರ್ತೆ [52,1073,126,1087]
article2-dateline: ಬಿಸಿಲವಾಣಿ ವಾರ್ತೆ [780,266,854,281]
section-rule [771,1988,1536,1991]
article5-headline-line2: ಸಾಧ್ಯವಿಲ್ಲ: ಟ್ರಂಪ್ ಗಡುವು ತಿರಸ್ಕರಿಸಿದ ಇರಾನ್! [871,1182,1398,1221]
article5-col2 [1021,1500,1252,1987]
article6-paragraph: ದೇವದುರ್ಗ ಪಟ್ಟಣದ ಸಾರ್ವಜನಿಕ ಕ್ಲಬ್ ಮೈದಾನದಲ್ಲಿ ಏಪ್ರಿಲ್ 7ರಂದು ಸಂಜೆ 4.30ಕ್ಕೆ ನಡೆಯಲಿರುವ ತಾಲೂಕಿನ ಮಹಿಳಾ ಸಾಧಕರಿಗೆ ಸೇವಾ ರತ್ನ ಪ್ರಶಸ್ತಿ [780,2178,1081,2236]
article4-paragraph: ಮಾತೋಶ್ರೀ ನಂದೀಶ್ವರ ಅಮ್ಮನವರು ಮಾತನಾಡಿ, "ಗುರುವಿನ ಪಾತ್ರ ಮಾನವ ಜೀವನದಲ್ಲಿ ಅತಿ ಶ್ರೇಷ್ಠವಾದದ್ದು. ಗುರು ಇಲ್ಲದೆ ಜ್ಞಾನ ಸಾಧ್ಯವಿಲ್ಲ. ಗುರು ಮಾರ್ಗದರ್ಶನದಿಂದಲೇ ವ್ಯಕ್ತಿ ಜೀವನದಲ್ಲಿ ಯಶಸ್ಸಿನ ಶಿಖರ ತಲುಪಲು ಸಾಧ್ಯ" ಎಂದು ಹೇಳಿದರು. [293,1760,524,1892]
section-rule [771,725,1536,727]
article1-dateline: ಬಿಸಿಲವಾಣಿ ವಾರ್ತೆ [52,274,126,289]
article2-paragraph: ದೇವಸ್ಥಾನದ ವರೆಗೂ ಮೆರವಣಿಗೆ ಸಾಗುತ್ತದೆ, ಮೆರವಣಿಗೆಯಲ್ಲಿ ಎರಡು ಕಲಾ ತಂಡಗಳು ಭಾಗವಹಿಸಲಿವೆ. [1021,476,1252,539]
article6-paragraph: ಶ್ರೀದೇವಿ ಎ.ಪರಶುರಾಮ್ ಅವರ ಸಾಧನೆಗೆ ಸಂಘ-ಸಂಸ್ಥೆಗಳ ಮುಖಂಡರು, ಗ್ರಾಮಸ್ಥರು ಹಾಗೂ ಶಿಕ್ಷಣ ಪ್ರೇಮಿಗಳು ಕುಟುಂಬ ವರ್ಗದವರು ಈ ಭಾಗದ ಹಳೆಯ ವಿದ್ಯಾರ್ಥಿಗಳು ಅಭಿನಂದನೆ ತಿಳಿಸಿದ್ದಾರೆ. [1213,2094,1494,2172]
article3-headline-line1: ಇಂದು ದೇವದುರ್ಗ ಪುರಸಭೆ ವ್ಯಾಪ್ತಿಯ [927,742,1342,781]
article5-paragraph: ಪಾಕಿಸ್ತಾನ ಹೊಸದಾದ ಶಾಂತಿ ಮಾತುಕತೆಯನ್ನು ಅಮೆರಿಕ ಮತ್ತು [1021,1786,1252,1826]
column-divider [771,135,773,2277]
paper-tagline: ಹೋರಾಟದ ಧ್ವನಿ [123,92,200,108]
article1-headline: ಅಧಿಕಾರಿಗಳ ಭೇಟಿ, ಪರಿಹಾರ ಭರವಸೆ [151,205,667,255]
article4-paragraph: ಈ ಸಂದರ್ಭದಲ್ಲಿ ವೀರೇಶ್ವರ ಪುಣ್ಯಾಶ್ರಮದ ಪೀಠಾಧಿಪತಿ ಕಲ್ಯಾಣಸ್ವಾಮಿಗಳು, ಸಿದ್ಧರಾಮೇಶ್ವರ ಮಠದ ಏರಡೋಣ ಕ್ಷಾನನ ಶ್ರೀ ಮರುಳೇಂದ್ರ ಶಿವಯೋಗಿಗಳು, ಎಪಿಎಂಸಿ ಅಧ್ಯಕ್ಷ ಅಂಬಣ್ಣ ಚಿಕ್ಕ ಹೆಸರೂರು, ಸಹಾಯಕ ಆಯುಕ್ತ ಬಸವಣ್ಣಪ್ಪ ಕಲಶೆಟ್ಟಿ, ಅಮರ ಗುಂಡಪ್ಪ ಮೆಟ್ಟಿ, ಸಿದ್ದರಾಮಪ್ಪ ಸಾಹುಕಾರ್ ಸಂಕೇಶ್ವರ್, ಪೊಲೀಸ್ ಇನ್ಸ್ಪೆಕ್ಟರ್ ಹೊಸಕೆರಪ್ಪ, ಶ್ರೀಧರ್ ಕೆ.ಜಿ, ಪ್ರಕಾಶ್ ಸುಂಕದ್ ಸೇರಿದಂತೆ ಅನೇಕ ಗಣ್ಯರು, ಕಲಾಭಿಮಾನಿಗಳು ಹಾಗೂ ಗುರು ಶಿಷ್ಯರ ಉಪಸ್ಥಿತರಿದ್ದು ಕಾರ್ಯಕ್ರಮಕ್ಕೆ ಸಾಕ್ಷಿಯಾದರು. [534,1711,765,1958]
article5-paragraph: ಇರಾನ್ ನೊಂದಿಗೆ ಹಂಚಿಕೊಂಡಿದೆ ಎಂಬ ಮಾಧ್ಯಮಗಳ ವರದಿ ನಡುವೆ ಇರಾನ್ ಈ ಈ ಹೇಳಿಕೆ ನೀಡಿದೆ. ತಕ್ಷಣದ ಕದನ ವಿರಾಮ ನಂತರ ಹಾರ್ಮುಜ್ ಜಲಸಂಧಿ ಮುಕ್ತಗೊಳಿಸಲು ಸಮಗ್ರ ಒಪ್ಪಂದ ಮಾಡಿಕೊಳ್ಳಲಾಗುತ್ತಿದೆ ಎಂದು ಮೂಲಗಳನ್ನು ಉಲ್ಲೇಖಿಸಿ ರಾಯಿಟರ್ಸ್ ಸುದ್ದಿಸಂಸ್ಥೆ ವರದಿ ಮಾಡಿದೆ. [1262,1503,1494,1658]
section-title: ನಗರ/ಗ್ರಾಮೀಣ ಸುದ್ದಿ [660,59,891,98]
article1-paragraph: ಈ ವೇಳೆ ಅಧಿಕಾರಿಗಳಿಗೆ ಮನವಿ ಸಲ್ಲಿಸಿ, ಕಾಲೇಜು ಪ್ರವೇಶ, ವಲಸೆ ಪ್ರಮಾಣ ಪತ್ರ, ಹಾಸ್ಟೆಲ್, ಬಸ್ ಪಾಸ್, ಜಾತಿ ಪ್ರಮಾಣ ಪತ್ರ, [52,777,283,840]
article3-headline-line2: ಜನಸ್ಪಂದನ ಸಭೆ : ಕರೆಮ್ಮ ಜಿ.ನಾಯಕ [929,805,1339,844]
article2-paragraph: ಈ ವೇಳೆ ತಹಶೀಲ್ದಾರ ಮಂಜುನಾಥ ಭೋಗಾವತಿ ಮಾತನಾಡಿ ಇದೇ ಏಪ್ರಿಲ್ 14 ರಂದು ಡಾ.ಬಿ.ಆರ್.ಅಂಬೇಡ್ಕರ್ ಜಯಂತಿ ಮತ್ತು ಡಾ.ಬಾಬು ಜಗಜೀವನರಾಮ್ ಜಯಂತಿಯನ್ನು ಒಟ್ಟಿಗೆ ಆಚರಣೆ ಮಾಡಲಾಗುತ್ತದೆ. ಹಾಗೂ ಭಾವಚಿತ್ರ ಮೆರವಣಿಗೆಯನ್ನು ಗಾಂಧಿನಗರದ ಡಾ.ಬಿ.ಆರ್.ಅಂಬೇಡ್ಕರ್ ಸರ್ಕಲ್ ದಿಂದ ಬೆಳ್ಳಿಗೆ 8 ಘಂಟೆಯಿಂದ ಆರಂಭ ಮಾಡಿ ಭ್ರಮರಾಂಬ [780,431,1011,610]
article3-under-photo [1021,1047,1252,1096]
page-number: 4 [52,46,91,111]
front-page-box-subtitle: ಎಲ್.ಐ.ಸಿ. ವಿಮಾ ನೌಕರರ ಸಂಘದಿಂದ ನೀರಿನ ಅರವಟಿಗೆ ಪ್ರಾರಂಭ [65,2052,495,2075]
article4-paragraph: ಈ ಸಂದರ್ಭದಲ್ಲಿ ವಿವಿಧ ಕ್ಷೇತ್ರಗಳಲ್ಲಿ ಸಾಧನೆಗೈದ ಐವರಿಗೆ "ಪುಟ್ಟರಾಜ ಶ್ರೀ ಪ್ರಶಸ್ತಿ" ಪ್ರದಾನಿಸಲಾಯಿತು. [293,1901,524,1964]
article1-kicker: ಗಡಿನಾಡು ಕನ್ನಡ ಶಾಲೆಯ ಸಮಸ್ಯೆಗಳ ಆಲಿಕೆ [52,138,766,189]
article4-paragraph: ಕಾರ್ಯಕ್ರಮವನ್ನು ಪರಮಪೂಜ್ಯ ಡಾ. ಕಲ್ಯಾಣಸ್ವಾಮಿ ಉದ್ಘಾಟಿಸಿ ಆಶೀರ್ವಚನ ನೀಡಿದರು. ಸಿದ್ಧರಾಮೇಶ್ವರ ಮಠದ ಶ್ರೀ ಮರುಳೇಂದ್ರ ಶಿವಯೋಗಿಗಳು ಸಾನಿಧ್ಯ ವಹಿಸಿ ಕಾರ್ಯಕ್ರಮಕ್ಕೆ ಧಾರ್ಮಿಕ ಮೆರುಗು ತಂದರು. ಕಾರ್ಯಕ್ರಮದ ಆರಂಭದಲ್ಲಿ ಗವಾಯಿಗಳ ಭಾವಚಿತ್ರಕ್ಕೆ ಪುಷ್ಪನಮನ ಸಲ್ಲಿಸಿ ಗೌರವಿಸಲಾಯಿತು. [52,1330,283,1485]
article5-paragraph: ಹಾರ್ಮುಜ್ ಜಲಸಂಧಿ ಮುಕ್ತಗೊಳಿಸಲು ಶಾಂತಿ ಒಪ್ಪಂದ ಮಾತುಕತೆ ನಡೆಯುತ್ತಿದ್ದು ಎನ್ನಲಾಗುತ್ತಿದ್ದರೂ ಅಮೆರಿಕ ಷರತ್ತುಗಳಿಗೆ ಒಪ್ಪಲ್ಲ ಎಂದು ಇರಾನ್ ಹೇಳುವುದರೊಂದಿಗೆ ಈ ಪ್ರದೇಶದಲ್ಲಿ ಉದ್ವಿಗ್ನತೆ ಮತ್ತಷ್ಟು ದಿನ ಮುಂದುವರೆಯುವ ಸಾಧ್ಯತೆಯಿದೆ. [1262,1668,1494,1800]
